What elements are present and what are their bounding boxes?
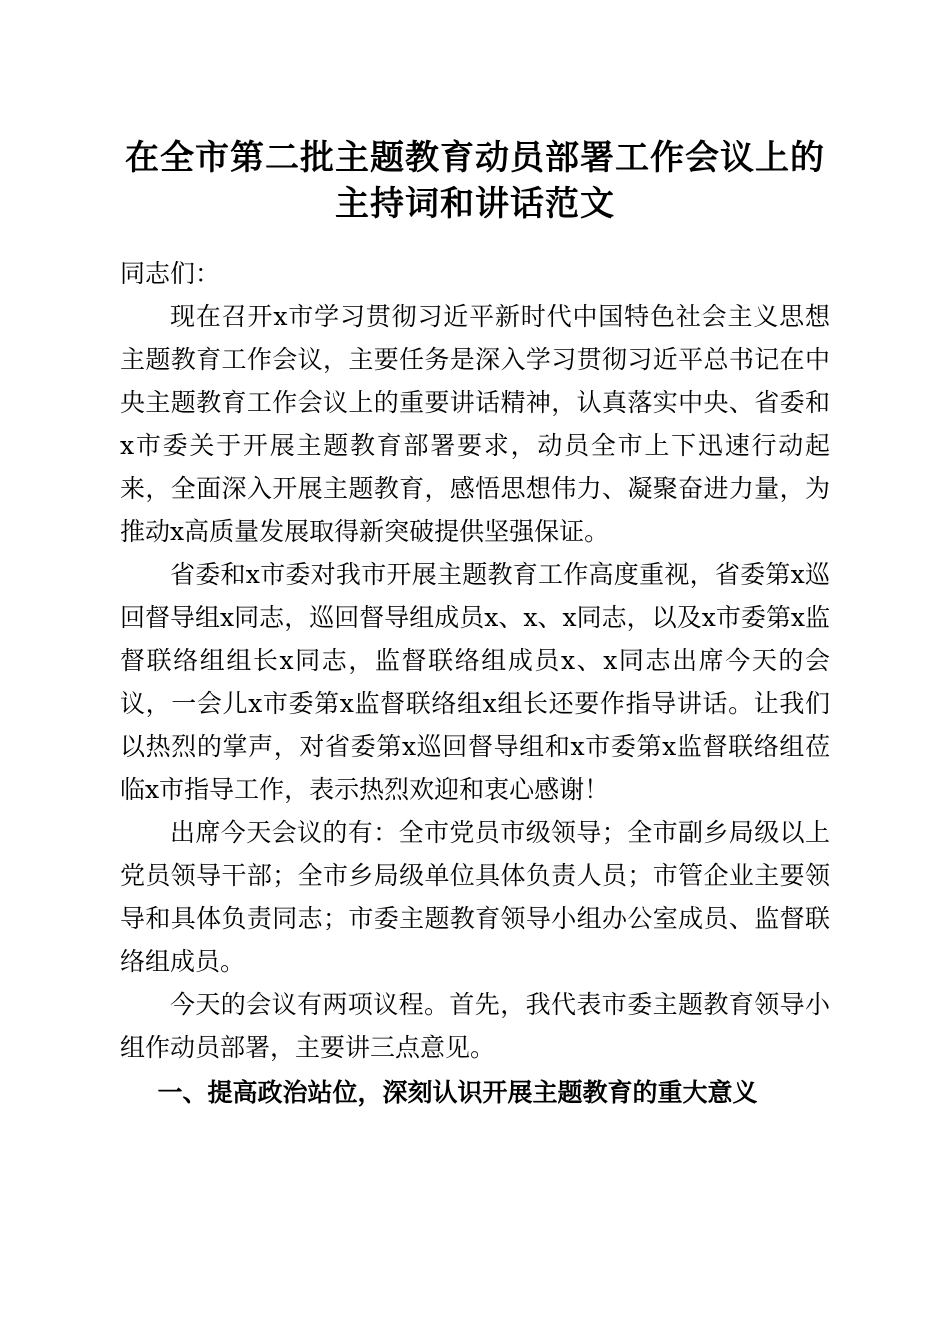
paragraph-attendees-leaders: 省委和x市委对我市开展主题教育工作高度重视，省委第x巡回督导组x同志，巡回督导组成员x、x、x同志，以及x市委第x监督联络组组长x同志，监督联络组成员x、x同志出席今天的会议，一会儿x市委第x监督联络组x组长还要作指导讲话。让我们以热烈的掌声，对省委第x巡回督导组和x市委第x监督联络组莅临x市指导工作，表示热烈欢迎和衷心感谢！ [120,560,830,804]
document-title-line-1: 在全市第二批主题教育动员部署工作会议上的 [125,138,825,178]
document-title-line-2: 主持词和讲话范文 [335,184,615,224]
paragraph-attendees-list: 出席今天会议的有：全市党员市级领导；全市副乡局级以上党员领导干部；全市乡局级单位具体负责人员；市管企业主要领导和具体负责同志；市委主题教育领导小组办公室成员、监督联络组成员。 [120,818,830,976]
paragraph-opening: 现在召开x市学习贯彻习近平新时代中国特色社会主义思想主题教育工作会议，主要任务是深入学习贯彻习近平总书记在中央主题教育工作会议上的重要讲话精神，认真落实中央、省委和x市委关于开展主题教育部署要求，动员全市上下迅速行动起来，全面深入开展主题教育，感悟思想伟力、凝聚奋进力量，为推动x高质量发展取得新突破提供坚强保证。 [120,302,830,546]
section-heading-1: 一、提高政治站位，深刻认识开展主题教育的重大意义 [157,1078,758,1107]
salutation: 同志们： [120,259,221,288]
document-title [100,135,850,227]
document-body [120,252,830,1114]
paragraph-agenda: 今天的会议有两项议程。首先，我代表市委主题教育领导小组作动员部署，主要讲三点意见。 [120,990,830,1062]
